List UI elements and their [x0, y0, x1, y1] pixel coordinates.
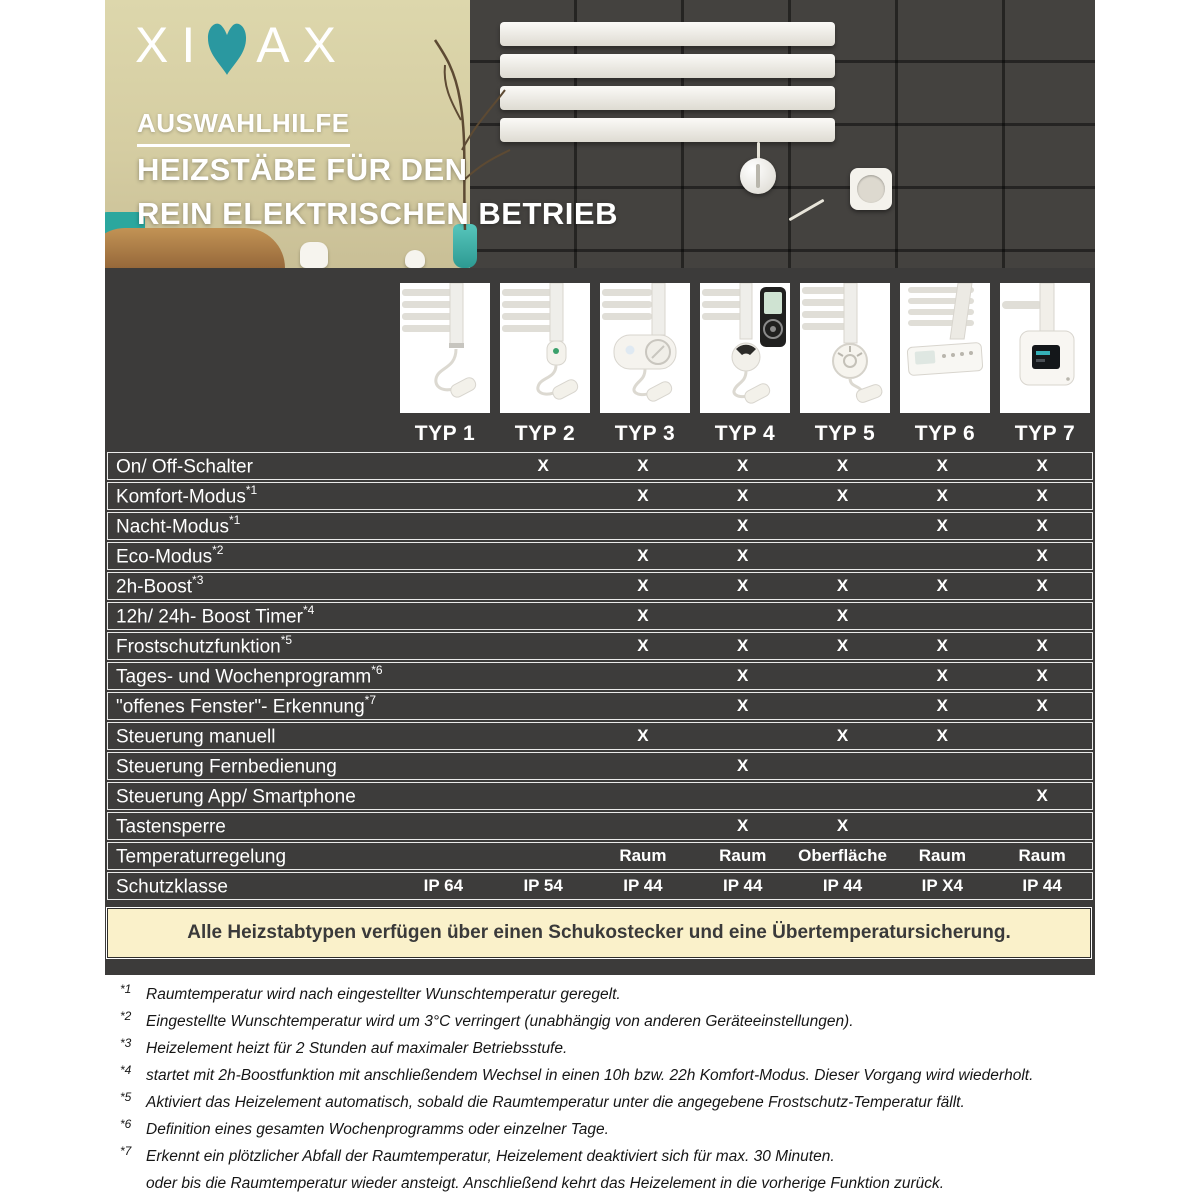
product-column-typ1: [395, 283, 495, 446]
footnote-ref: *5: [280, 632, 293, 647]
cell-typ5: X: [836, 726, 849, 745]
footnote-marker: *1: [120, 982, 132, 996]
feature-text: Nacht-Modus: [116, 516, 229, 538]
footnote-ref: *1: [245, 482, 258, 497]
feature-table: [107, 452, 1093, 902]
feature-label: [108, 514, 393, 538]
cell-typ7: X: [1036, 456, 1048, 475]
footnote-ref: *2: [212, 542, 224, 557]
note-banner: Alle Heizstabtypen verfügen über einen Schukostecker und eine Übertemperatursicherung.: [107, 908, 1091, 958]
feature-label: [108, 454, 393, 478]
comparison-panel: [105, 268, 1095, 975]
cell-typ7: X: [1036, 546, 1048, 565]
footnote-text: oder bis die Raumtemperatur wieder ansteigt. Anschließend kehrt das Heizelement in die vorherige Funktion zurück.: [146, 1175, 945, 1193]
cell-typ6: X: [936, 576, 948, 595]
cell-typ7: X: [1036, 696, 1048, 715]
cell-typ7: IP 44: [1022, 876, 1062, 895]
cell-typ6: X: [936, 486, 948, 505]
table-row-komfort: [107, 482, 1093, 510]
cell-typ6: IP X4: [921, 876, 963, 895]
radiator-typ4-icon: [700, 283, 790, 413]
column-header-typ7: TYP 7: [1014, 422, 1076, 445]
cell-typ2: X: [537, 456, 549, 475]
logo-letters-left: XI: [135, 17, 209, 73]
cell-typ3: X: [637, 456, 649, 475]
footnote-7: [120, 1144, 1110, 1166]
cell-typ5: X: [836, 816, 849, 835]
cell-typ3: X: [637, 636, 649, 655]
ximax-logo-m-icon: [204, 20, 250, 76]
feature-label: [108, 814, 393, 838]
column-header-typ5: TYP 5: [814, 422, 876, 445]
cell-typ4: X: [737, 666, 749, 685]
feature-label: [108, 694, 393, 718]
hero-title-line2: REIN ELEKTRISCHEN BETRIEB: [137, 196, 618, 231]
cell-typ5: X: [836, 576, 849, 595]
hero-banner: [105, 0, 1095, 268]
cell-typ3: X: [637, 576, 649, 595]
cell-typ4: X: [737, 546, 749, 565]
cell-typ4: X: [737, 696, 749, 715]
table-row-schutzklasse: [107, 872, 1093, 900]
radiator-typ5-icon: [800, 283, 890, 413]
cell-typ4: X: [737, 756, 749, 775]
cell-typ7: X: [1036, 666, 1048, 685]
footnote-text: Eingestellte Wunschtemperatur wird um 3°C verringert (unabhängig von anderen Geräteeinstellungen).: [146, 1013, 854, 1031]
cell-typ4: Raum: [719, 846, 767, 865]
table-row-fenster-erkennung: [107, 692, 1093, 720]
footnote-marker: *3: [120, 1036, 132, 1051]
feature-label: [108, 754, 393, 778]
logo-letters-right: AX: [256, 17, 349, 73]
cell-typ5: X: [836, 456, 849, 475]
feature-text: Schutzklasse: [116, 876, 228, 898]
feature-text: Eco-Modus: [116, 546, 213, 568]
cell-typ1: IP 64: [423, 876, 464, 895]
feature-label: [108, 604, 393, 628]
feature-label: [108, 664, 393, 688]
cell-typ5: Oberfläche: [798, 846, 887, 865]
product-photo-typ2: [500, 283, 590, 413]
footnote-5: [120, 1090, 1110, 1112]
cell-typ4: X: [737, 516, 749, 535]
footnotes-section: [120, 982, 1110, 1200]
product-column-typ2: [495, 283, 595, 446]
footnote-ref: *4: [302, 602, 315, 617]
product-thumbnails: [395, 283, 1095, 446]
table-row-steuerung-fernbedienung: [107, 752, 1093, 780]
feature-label: [108, 634, 393, 658]
feature-text: "offenes Fenster"- Erkennung: [116, 696, 365, 718]
footnote-marker: *6: [120, 1117, 132, 1132]
footnote-ref: *3: [192, 572, 204, 587]
table-row-frostschutz: [107, 632, 1093, 660]
footnote-ref: *7: [364, 692, 377, 707]
table-row-boost-timer: [107, 602, 1093, 630]
cell-typ4: X: [737, 576, 749, 595]
table-row-wochenprogramm: [107, 662, 1093, 690]
product-photo-typ6: [900, 283, 990, 413]
cell-typ4: X: [737, 486, 749, 505]
feature-text: Frostschutzfunktion: [116, 636, 281, 658]
cell-typ6: X: [936, 636, 948, 655]
radiator-panel-slat: [500, 118, 835, 142]
radiator-typ6-icon: [900, 283, 990, 413]
table-row-steuerung-manuell: [107, 722, 1093, 750]
table-row-on-off: [107, 452, 1093, 480]
feature-text: 12h/ 24h- Boost Timer: [116, 606, 303, 628]
footnote-text: Raumtemperatur wird nach eingestellter Wunschtemperatur geregelt.: [146, 986, 621, 1003]
radiator-typ3-icon: [600, 283, 690, 413]
table-row-temperaturregelung: [107, 842, 1093, 870]
radiator-panel-slat: [500, 86, 835, 110]
footnote-text: Definition eines gesamten Wochenprogramms oder einzelner Tage.: [146, 1121, 609, 1139]
feature-label: [108, 784, 393, 808]
footnote-marker: *5: [120, 1090, 132, 1105]
cell-typ6: X: [936, 696, 948, 715]
column-header-typ6: TYP 6: [914, 422, 976, 445]
cell-typ3: X: [637, 546, 649, 565]
footnote-ref: *6: [371, 662, 383, 677]
table-row-tastensperre: [107, 812, 1093, 840]
table-row-nacht: [107, 512, 1093, 540]
footnote-marker: *7: [120, 1144, 132, 1159]
cell-typ7: X: [1036, 636, 1048, 655]
column-header-typ2: TYP 2: [514, 422, 576, 445]
cell-typ5: X: [836, 606, 849, 625]
product-column-typ5: [795, 283, 895, 446]
feature-text: Steuerung manuell: [116, 726, 276, 748]
feature-label: [108, 874, 393, 898]
cell-typ4: X: [737, 456, 749, 475]
cell-typ2: IP 54: [523, 876, 563, 895]
radiator-panel-slat: [500, 54, 835, 78]
cell-typ4: IP 44: [723, 876, 763, 895]
cell-typ6: X: [936, 726, 948, 745]
cell-typ6: X: [936, 516, 948, 535]
table-row-steuerung-app: [107, 782, 1093, 810]
cell-typ3: X: [637, 486, 649, 505]
product-photo-typ5: [800, 283, 890, 413]
cell-typ7: Raum: [1018, 846, 1066, 865]
footnote-1: [120, 982, 1110, 1003]
product-photo-typ3: [600, 283, 690, 413]
cell-typ3: X: [637, 606, 649, 625]
cell-typ7: X: [1036, 486, 1048, 505]
feature-text: Tages- und Wochenprogramm: [116, 666, 372, 688]
footnote-2: [120, 1009, 1110, 1031]
product-photo-typ4: [700, 283, 790, 413]
footnote-6: [120, 1117, 1110, 1139]
feature-text: Steuerung Fernbedienung: [116, 756, 337, 778]
cell-typ7: X: [1036, 786, 1048, 805]
cell-typ6: X: [936, 666, 948, 685]
product-column-typ6: [895, 283, 995, 446]
cell-typ4: X: [737, 816, 749, 835]
footnote-marker: *4: [120, 1063, 132, 1078]
cell-typ5: X: [836, 486, 849, 505]
radiator-typ2-icon: [500, 283, 590, 413]
feature-label: [108, 544, 393, 568]
cell-typ5: IP 44: [822, 876, 863, 895]
footnote-text: Erkennt ein plötzlicher Abfall der Raumtemperatur, Heizelement deaktiviert sich für max. 30 Minuten.: [146, 1148, 835, 1166]
footnote-marker: *2: [120, 1009, 132, 1024]
cell-typ3: X: [637, 726, 649, 745]
cell-typ6: Raum: [918, 846, 966, 865]
footnote-text: Aktiviert das Heizelement automatisch, sobald die Raumtemperatur unter die angegebene Frostschutz-Temperatur fällt.: [146, 1094, 965, 1112]
product-photo-typ7: [1000, 283, 1090, 413]
feature-label: [108, 574, 393, 598]
radiator-typ1-icon: [400, 283, 490, 413]
product-column-typ4: [695, 283, 795, 446]
footnote-text: Heizelement heizt für 2 Stunden auf maximaler Betriebsstufe.: [146, 1040, 568, 1058]
cell-typ5: X: [836, 636, 849, 655]
feature-label: [108, 484, 393, 508]
column-header-typ4: TYP 4: [714, 422, 776, 445]
column-header-typ3: TYP 3: [614, 422, 676, 445]
product-photo-typ1: [400, 283, 490, 413]
feature-text: Steuerung App/ Smartphone: [116, 786, 356, 808]
wall-outlet: [850, 168, 892, 210]
hero-eyebrow: AUSWAHLHILFE: [137, 108, 350, 147]
white-vase: [300, 242, 328, 268]
cell-typ3: IP 44: [623, 876, 663, 895]
feature-label: [108, 844, 393, 868]
radiator-panel-slat: [500, 22, 835, 46]
footnote-3: [120, 1036, 1110, 1058]
feature-label: [108, 724, 393, 748]
radiator-typ7-icon: [1000, 283, 1090, 413]
feature-text: Tastensperre: [116, 816, 226, 838]
footnote-ref: *1: [229, 512, 241, 527]
cell-typ6: X: [936, 456, 948, 475]
feature-text: Temperaturregelung: [116, 846, 287, 868]
cell-typ3: Raum: [619, 846, 667, 865]
hero-title-line1: HEIZSTÄBE FÜR DEN: [137, 152, 468, 187]
wooden-chair: [105, 228, 285, 268]
product-column-typ7: [995, 283, 1095, 446]
footnote-4: [120, 1063, 1110, 1085]
ximax-logo: [135, 17, 349, 76]
footnote-text: startet mit 2h-Boostfunktion mit anschließendem Wechsel in einen 10h bzw. 22h Komfort-Modus. Dieser Vorgang wird wiederholt.: [146, 1067, 1034, 1085]
cell-typ4: X: [737, 636, 749, 655]
table-row-2h-boost: [107, 572, 1093, 600]
white-vase: [405, 250, 425, 268]
cell-typ7: X: [1036, 516, 1048, 535]
footnote-7-continuation: [120, 1175, 1110, 1192]
footnote-marker: [120, 1172, 146, 1189]
feature-text: On/ Off-Schalter: [116, 456, 253, 478]
product-column-typ3: [595, 283, 695, 446]
cell-typ7: X: [1036, 576, 1048, 595]
feature-text: 2h-Boost: [116, 576, 193, 598]
feature-text: Komfort-Modus: [116, 486, 246, 508]
heating-element-knob: [740, 158, 776, 194]
table-row-eco: [107, 542, 1093, 570]
column-header-typ1: TYP 1: [414, 422, 476, 445]
